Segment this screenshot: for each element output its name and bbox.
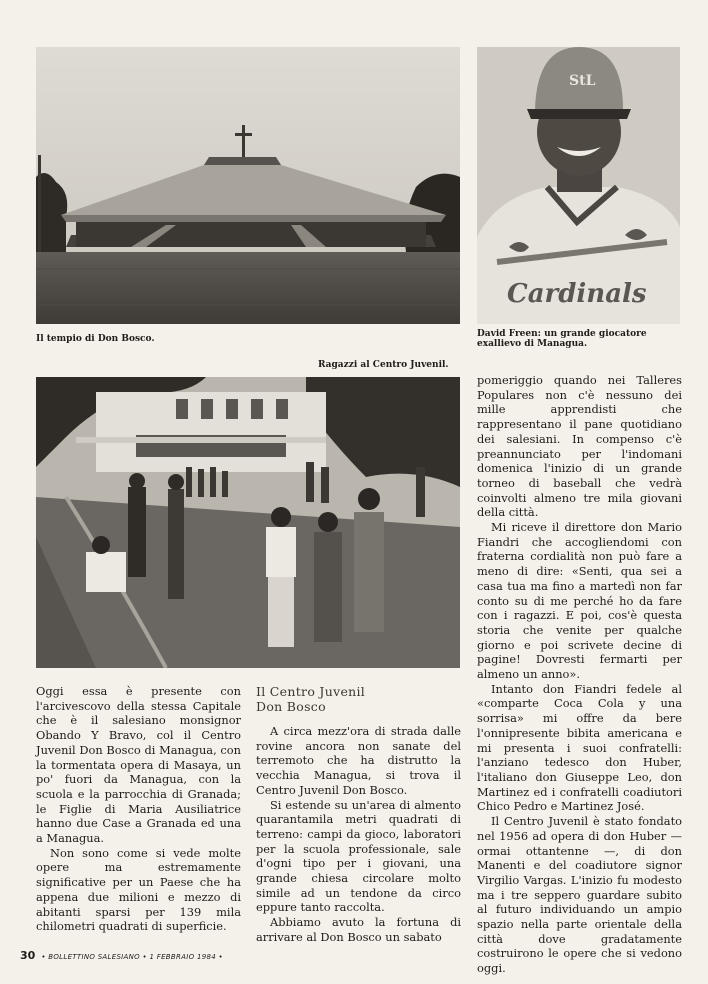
paragraph: Si estende su un'area di almento quarantamila metri quadrati di terreno: campi da gioco, laboratori per la scuola professionale, sale d'ogni tipo per i giovani, una grande chiesa circolare molto simile ad un tendone da circo eppure tanto raccolta. bbox=[256, 797, 461, 915]
page-footer bbox=[20, 944, 223, 962]
baseball-player-photo bbox=[477, 47, 680, 324]
cap-logo-text: StL bbox=[569, 73, 596, 89]
paragraph: A circa mezz'ora di strada dalle rovine ancora non sanate del terremoto che ha distrutto la vecchia Managua, si trova il Centro Juvenil Don Bosco. bbox=[256, 724, 461, 797]
player-caption: David Freen: un grande giocatore exallievo di Managua. bbox=[477, 329, 647, 349]
paragraph: Il Centro Juvenil è stato fondato nel 1956 ad opera di don Huber — ormai ottantenne —, di don Manenti e del coadiutore signor Virgilio Vargas. L'inizio fu modesto ma i tre seppero guardare subito al futuro individuando un ampio spazio nella parte orientale della città dove gradatamente costruirono le opere che si vedono oggi. bbox=[477, 814, 682, 976]
youth-caption: Ragazzi al Centro Juvenil. bbox=[318, 360, 449, 370]
paragraph: Non sono come si vede molte opere ma estremamente significative per un Paese che ha appena due milioni e mezzo di abitanti sparsi per 139 mila chilometri quadrati di superficie. bbox=[36, 845, 241, 934]
youth-center-photo bbox=[36, 377, 460, 668]
footer-publication: • BOLLETTINO SALESIANO • 1 FEBBRAIO 1984 • bbox=[41, 953, 223, 961]
paragraph: Abbiamo avuto la fortuna di arrivare al Don Bosco un sabato bbox=[256, 915, 461, 944]
page-number: 30 bbox=[20, 949, 36, 962]
paragraph: Mi riceve il direttore don Mario Fiandri che accogliendomi con fraterna cordialità non può fare a meno di dire: «Senti, qua sei a casa tua ma fino a martedì non far conto su di me perché ho da fare con i ragazzi. E poi, cos'è questa storia che venite per qualche giorno e poi scrivete decine di pagine! Dovresti fermarti per almeno un anno». bbox=[477, 520, 682, 682]
temple-photo bbox=[36, 47, 460, 324]
paragraph: pomeriggio quando nei Talleres Populares non c'è nessuno dei mille apprendisti che rappresentano il pane quotidiano dei salesiani. In compenso c'è preannunciato per l'indomani domenica l'inizio di un grande torneo di baseball che vedrà coinvolti almeno tre mila giovani della città. bbox=[477, 373, 682, 520]
text-column-2 bbox=[256, 684, 461, 945]
section-heading-line-1: Il Centro Juvenil bbox=[256, 684, 366, 699]
text-column-1 bbox=[36, 684, 241, 934]
section-heading bbox=[256, 684, 461, 714]
section-heading-line-2: Don Bosco bbox=[256, 699, 326, 714]
text-column-3 bbox=[477, 373, 682, 976]
paragraph: Intanto don Fiandri fedele al «comparte Coca Cola y una sorrisa» mi offre da bere l'onnipresente bibita americana e mi presenta i suoi confratelli: l'anziano tedesco don Huber, l'italiano don Giuseppe Leo, don Martinez ed i confratelli coadiutori Chico Pedro e Martinez José. bbox=[477, 681, 682, 814]
jersey-text: Cardinals bbox=[507, 279, 647, 309]
paragraph: Oggi essa è presente con l'arcivescovo della stessa Capitale che è il salesiano monsignor Obando Y Bravo, col il Centro Juvenil Don Bosco di Managua, con la tormentata opera di Masaya, un po' fuori da Managua, con la scuola e la parrocchia di Granada; le Figlie di Maria Ausiliatrice hanno due Case a Granada ed una a Managua. bbox=[36, 684, 241, 846]
temple-caption: Il tempio di Don Bosco. bbox=[36, 334, 155, 344]
